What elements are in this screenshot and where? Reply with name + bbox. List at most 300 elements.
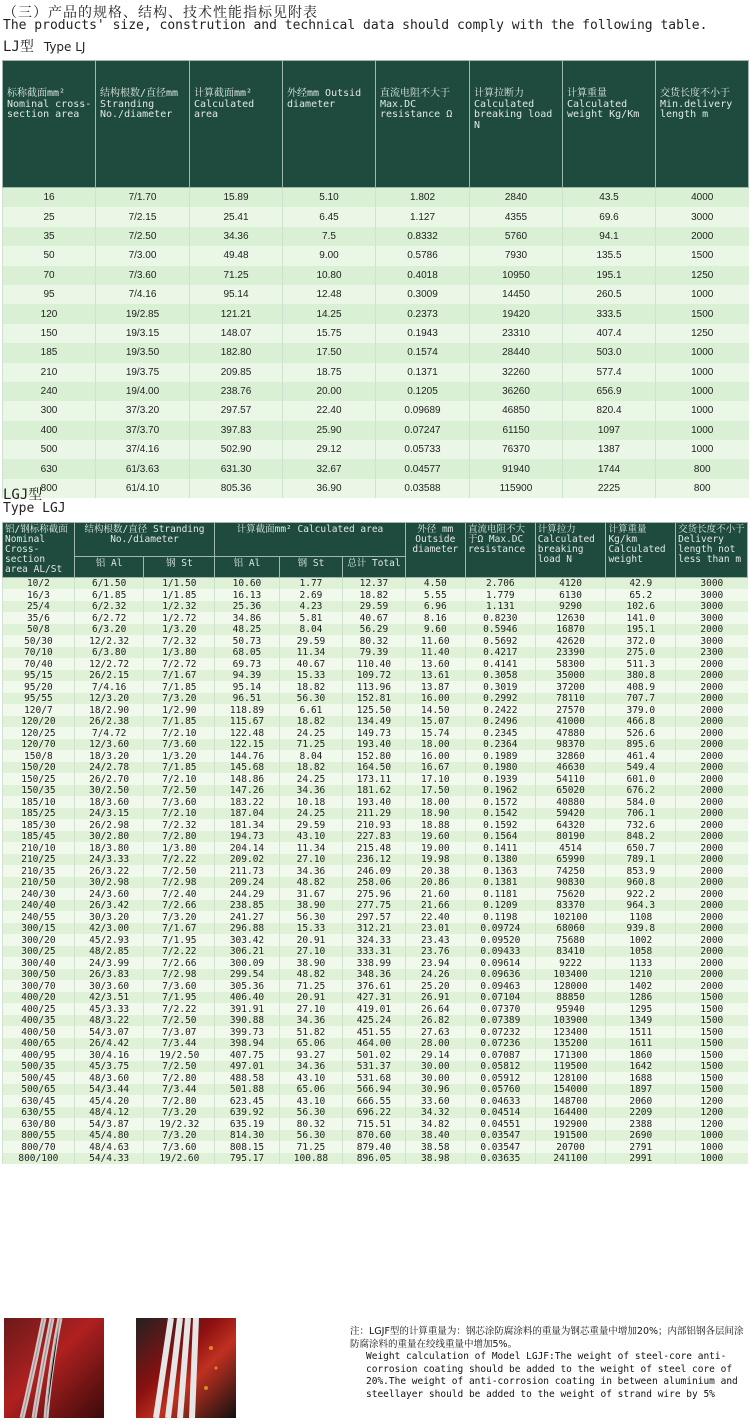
lj-cell: 0.2373: [376, 304, 470, 323]
lgj-cell: 0.3019: [465, 681, 535, 693]
lgj-cell: 0.1989: [465, 750, 535, 762]
lgj-cell: 119500: [535, 1061, 606, 1073]
lgj-cell: 65.2: [606, 589, 676, 601]
lj-cell: 43.5: [563, 188, 656, 208]
lgj-cell: 48/2.85: [74, 946, 144, 958]
lgj-cell: 400/50: [3, 1026, 75, 1038]
lgj-cell: 1897: [606, 1084, 676, 1096]
lgj-cell: 24.25: [279, 773, 342, 785]
lgj-cell: 324.33: [343, 934, 405, 946]
lgj-h-weight: 计算重量 Kg/km Calculated weight: [606, 523, 676, 578]
lgj-cell: 18/3.80: [74, 842, 144, 854]
lgj-cell: 240/55: [3, 911, 75, 923]
lgj-cell: 1200: [676, 1107, 748, 1119]
lgj-cell: 1402: [606, 980, 676, 992]
lgj-cell: 7/3.60: [144, 796, 215, 808]
lgj-cell: 194.73: [215, 831, 280, 843]
lj-cell: 69.6: [563, 207, 656, 226]
lgj-cell: 0.4141: [465, 658, 535, 670]
lgj-cell: 1058: [606, 946, 676, 958]
lgj-cell: 2000: [676, 796, 748, 808]
lgj-cell: 173.11: [343, 773, 405, 785]
lj-cell: 91940: [470, 459, 563, 478]
lgj-cell: 10/2: [3, 577, 75, 589]
lgj-cell: 501.02: [343, 1049, 405, 1061]
lj-cell: 297.57: [190, 401, 283, 420]
lgj-cell: 95/55: [3, 693, 75, 705]
lgj-cell: 152.81: [343, 693, 405, 705]
lgj-cell: 0.5946: [465, 624, 535, 636]
lgj-cell: 24.26: [405, 969, 465, 981]
lgj-cell: 0.2422: [465, 704, 535, 716]
lgj-cell: 54/3.87: [74, 1118, 144, 1130]
lgj-cell: 1/3.80: [144, 647, 215, 659]
lgj-cell: 7/1.67: [144, 670, 215, 682]
lgj-cell: 12/2.72: [74, 658, 144, 670]
lgj-cell: 115.67: [215, 716, 280, 728]
lj-cell: 28440: [470, 343, 563, 362]
lgj-cell: 144.76: [215, 750, 280, 762]
lgj-cell: 406.40: [215, 992, 280, 1004]
lgj-cell: 2000: [676, 957, 748, 969]
lgj-cell: 7/3.20: [144, 693, 215, 705]
lj-cell: 1500: [656, 304, 749, 323]
lgj-cell: 7/3.44: [144, 1038, 215, 1050]
lgj-cell: 12/3.60: [74, 739, 144, 751]
lgj-cell: 71.25: [279, 739, 342, 751]
lgj-cell: 215.48: [343, 842, 405, 854]
lgj-cell: 2000: [676, 762, 748, 774]
lgj-cell: 51.82: [279, 1026, 342, 1038]
title-en: The products' size, constrution and technical data should comply with the following table.: [3, 18, 708, 33]
lgj-row: [3, 762, 748, 774]
lgj-cell: 1/3.20: [144, 624, 215, 636]
lgj-cell: 1500: [676, 1026, 748, 1038]
lj-cell: 120: [3, 304, 96, 323]
lgj-cell: 6/3.20: [74, 624, 144, 636]
lj-cell: 14450: [470, 285, 563, 304]
lj-cell: 19/3.75: [96, 363, 190, 382]
lgj-cell: 40.67: [343, 612, 405, 624]
lgj-cell: 3000: [676, 612, 748, 624]
lgj-cell: 566.94: [343, 1084, 405, 1096]
lj-cell: 0.4018: [376, 266, 470, 285]
lgj-h-calc-al: 铝 Al: [215, 557, 280, 578]
lgj-cell: 18/3.60: [74, 796, 144, 808]
lgj-cell: 300/25: [3, 946, 75, 958]
lgj-cell: 241.27: [215, 911, 280, 923]
lgj-row: [3, 842, 748, 854]
lgj-row: [3, 658, 748, 670]
lgj-cell: 26/2.98: [74, 819, 144, 831]
lgj-cell: 54/3.07: [74, 1026, 144, 1038]
lgj-cell: 19.00: [405, 842, 465, 854]
lgj-cell: 37200: [535, 681, 606, 693]
lgj-cell: 128000: [535, 980, 606, 992]
lj-cell: 1.127: [376, 207, 470, 226]
lj-cell: 0.8332: [376, 227, 470, 246]
lgj-cell: 6.61: [279, 704, 342, 716]
lgj-cell: 808.15: [215, 1141, 280, 1153]
lj-cell: 50: [3, 246, 96, 265]
lgj-cell: 2000: [676, 808, 748, 820]
lj-cell: 37/3.70: [96, 421, 190, 440]
lj-row: [3, 188, 749, 208]
lgj-cell: 38.40: [405, 1130, 465, 1142]
lgj-cell: 1500: [676, 1003, 748, 1015]
lj-cell: 16: [3, 188, 96, 208]
lgj-cell: 0.03547: [465, 1130, 535, 1142]
lj-col-3: 外经mm Outsid diameter: [283, 61, 376, 188]
lgj-h-calc: 计算截面mm² Calculated area: [215, 523, 405, 557]
lgj-cell: 2791: [606, 1141, 676, 1153]
lgj-cell: 451.55: [343, 1026, 405, 1038]
lgj-cell: 300/70: [3, 980, 75, 992]
lgj-cell: 7/3.07: [144, 1026, 215, 1038]
lgj-cell: 0.4217: [465, 647, 535, 659]
lgj-cell: 0.1209: [465, 900, 535, 912]
lj-col-5: 计算拉断力 Calculated breaking load N: [470, 61, 563, 188]
lgj-cell: 183.22: [215, 796, 280, 808]
lgj-cell: 0.1542: [465, 808, 535, 820]
note-en: Weight calculation of Model LGJF:The weight of steel-core anti-corrosion coating should be added to the weight of steel core of 20%.The weight of anti-corrosion coating in between aluminium and steellayer should be added to the weight of strand wire by 5%: [366, 1351, 738, 1400]
lgj-cell: 26/3.83: [74, 969, 144, 981]
lgj-cell: 38.98: [405, 1153, 465, 1165]
lgj-cell: 400/65: [3, 1038, 75, 1050]
lgj-cell: 11.34: [279, 842, 342, 854]
lgj-cell: 814.30: [215, 1130, 280, 1142]
lgj-cell: 26.91: [405, 992, 465, 1004]
lj-cell: 9.00: [283, 246, 376, 265]
lgj-cell: 1/2.32: [144, 601, 215, 613]
lgj-cell: 1688: [606, 1072, 676, 1084]
lgj-cell: 181.62: [343, 785, 405, 797]
lgj-cell: 24/3.33: [74, 854, 144, 866]
lj-row: [3, 227, 749, 246]
lgj-cell: 0.3058: [465, 670, 535, 682]
lj-row: [3, 324, 749, 343]
lgj-cell: 13.60: [405, 658, 465, 670]
lgj-cell: 24/3.60: [74, 888, 144, 900]
lj-cell: 76370: [470, 440, 563, 459]
lgj-cell: 715.51: [343, 1118, 405, 1130]
lgj-cell: 0.1411: [465, 842, 535, 854]
lj-cell: 46850: [470, 401, 563, 420]
lgj-cell: 4.50: [405, 577, 465, 589]
lgj-cell: 7/2.80: [144, 831, 215, 843]
lgj-cell: 50/30: [3, 635, 75, 647]
lgj-cell: 195.1: [606, 624, 676, 636]
lgj-cell: 27.10: [279, 946, 342, 958]
lgj-cell: 6/3.80: [74, 647, 144, 659]
lgj-row: [3, 727, 748, 739]
lgj-row: [3, 934, 748, 946]
lgj-cell: 134.49: [343, 716, 405, 728]
lgj-cell: 0.5692: [465, 635, 535, 647]
lgj-cell: 30/3.60: [74, 980, 144, 992]
lgj-cell: 7/3.20: [144, 911, 215, 923]
lgj-cell: 18/2.90: [74, 704, 144, 716]
lgj-cell: 94.39: [215, 670, 280, 682]
lgj-cell: 0.07087: [465, 1049, 535, 1061]
lj-cell: 20.00: [283, 382, 376, 401]
lgj-cell: 1/1.85: [144, 589, 215, 601]
lgj-cell: 100.88: [279, 1153, 342, 1165]
lgj-cell: 0.09463: [465, 980, 535, 992]
lj-cell: 32260: [470, 363, 563, 382]
lgj-cell: 0.09636: [465, 969, 535, 981]
cable-photo-1: [4, 1318, 104, 1418]
lgj-cell: 630/45: [3, 1095, 75, 1107]
lgj-cell: 240/30: [3, 888, 75, 900]
lgj-cell: 47880: [535, 727, 606, 739]
lgj-cell: 2000: [676, 969, 748, 981]
lj-type-label: [3, 36, 85, 56]
lj-cell: 0.03588: [376, 479, 470, 498]
lgj-cell: 59420: [535, 808, 606, 820]
lj-cell: 61/4.10: [96, 479, 190, 498]
lgj-row: [3, 739, 748, 751]
lj-cell: 800: [3, 479, 96, 498]
lgj-cell: 2.69: [279, 589, 342, 601]
lgj-cell: 2000: [676, 865, 748, 877]
lj-row: [3, 246, 749, 265]
lgj-cell: 696.22: [343, 1107, 405, 1119]
lgj-row: [3, 980, 748, 992]
lj-cell: 1387: [563, 440, 656, 459]
lgj-cell: 241100: [535, 1153, 606, 1165]
lgj-h-section: 铝/钢标称截面 Nominal Cross-section area AL/St: [3, 523, 75, 578]
lgj-cell: 2000: [676, 773, 748, 785]
lj-cell: 1000: [656, 382, 749, 401]
lj-cell: 7930: [470, 246, 563, 265]
lgj-cell: 204.14: [215, 842, 280, 854]
lgj-cell: 191500: [535, 1130, 606, 1142]
lgj-cell: 500/45: [3, 1072, 75, 1084]
lgj-cell: 118.89: [215, 704, 280, 716]
lj-col-6: 计算重量 Calculated weight Kg/Km: [563, 61, 656, 188]
lj-cell: 19/3.15: [96, 324, 190, 343]
lgj-row: [3, 923, 748, 935]
lgj-cell: 150/8: [3, 750, 75, 762]
lgj-cell: 41000: [535, 716, 606, 728]
lgj-cell: 7/2.50: [144, 1015, 215, 1027]
lgj-h-len: 交货长度不小于 Delivery length not less than m: [676, 523, 748, 578]
lgj-cell: 2000: [676, 819, 748, 831]
lgj-cell: 15.07: [405, 716, 465, 728]
lgj-cell: 13.87: [405, 681, 465, 693]
lj-cell: 3000: [656, 207, 749, 226]
lgj-row: [3, 1107, 748, 1119]
lgj-cell: 461.4: [606, 750, 676, 762]
lgj-cell: 922.2: [606, 888, 676, 900]
lgj-cell: 0.2345: [465, 727, 535, 739]
lj-cell: 148.07: [190, 324, 283, 343]
lgj-cell: 71.25: [279, 980, 342, 992]
lgj-cell: 38.90: [279, 900, 342, 912]
lj-cell: 400: [3, 421, 96, 440]
lgj-cell: 939.8: [606, 923, 676, 935]
lgj-cell: 9222: [535, 957, 606, 969]
lj-cell: 503.0: [563, 343, 656, 362]
lgj-row: [3, 693, 748, 705]
lgj-cell: 584.0: [606, 796, 676, 808]
lgj-cell: 171300: [535, 1049, 606, 1061]
lgj-cell: 0.8230: [465, 612, 535, 624]
lgj-cell: 125.50: [343, 704, 405, 716]
lgj-cell: 238.85: [215, 900, 280, 912]
lgj-cell: 299.54: [215, 969, 280, 981]
lgj-cell: 1.77: [279, 577, 342, 589]
lgj-cell: 0.1198: [465, 911, 535, 923]
lgj-row: [3, 992, 748, 1004]
lgj-cell: 707.7: [606, 693, 676, 705]
lgj-cell: 227.83: [343, 831, 405, 843]
lgj-cell: 379.0: [606, 704, 676, 716]
lj-cell: 25.41: [190, 207, 283, 226]
lgj-cell: 1/3.20: [144, 750, 215, 762]
lj-cell: 7/3.60: [96, 266, 190, 285]
lgj-cell: 400/95: [3, 1049, 75, 1061]
lgj-cell: 29.14: [405, 1049, 465, 1061]
lgj-cell: 7/1.85: [144, 762, 215, 774]
lj-label: LJ型: [3, 39, 34, 55]
lgj-h-stranding: 结构根数/直径 Stranding No./diameter: [74, 523, 214, 557]
lgj-cell: 7/1.67: [144, 923, 215, 935]
lgj-cell: 2.706: [465, 577, 535, 589]
lgj-cell: 6/1.85: [74, 589, 144, 601]
lgj-cell: 11.34: [279, 647, 342, 659]
lgj-cell: 2000: [676, 831, 748, 843]
lgj-cell: 80.32: [343, 635, 405, 647]
lgj-h-break: 计算拉力 Calculated breaking load N: [535, 523, 606, 578]
lj-col-1: 结构根数/直径mm Stranding No./diameter: [96, 61, 190, 188]
lgj-cell: 7/2.80: [144, 1072, 215, 1084]
lj-cell: 500: [3, 440, 96, 459]
lj-cell: 115900: [470, 479, 563, 498]
lgj-cell: 38.90: [279, 957, 342, 969]
lj-cell: 19/4.00: [96, 382, 190, 401]
lgj-cell: 40.67: [279, 658, 342, 670]
lgj-cell: 34.36: [279, 785, 342, 797]
lgj-cell: 895.6: [606, 739, 676, 751]
lgj-row: [3, 1038, 748, 1050]
lgj-cell: 3000: [676, 577, 748, 589]
lgj-cell: 1/2.72: [144, 612, 215, 624]
lgj-cell: 1500: [676, 1061, 748, 1073]
lgj-cell: 964.3: [606, 900, 676, 912]
lgj-cell: 96.51: [215, 693, 280, 705]
lgj-cell: 102100: [535, 911, 606, 923]
lgj-cell: 400/25: [3, 1003, 75, 1015]
lj-table: [2, 60, 749, 498]
lgj-cell: 7/2.10: [144, 808, 215, 820]
lgj-cell: 30/2.80: [74, 831, 144, 843]
lgj-cell: 7/2.10: [144, 727, 215, 739]
lgj-cell: 24/3.99: [74, 957, 144, 969]
lgj-row: [3, 1015, 748, 1027]
lj-cell: 800: [656, 459, 749, 478]
lgj-cell: 210/10: [3, 842, 75, 854]
lgj-cell: 120/70: [3, 739, 75, 751]
lj-cell: 209.85: [190, 363, 283, 382]
lgj-cell: 2000: [676, 934, 748, 946]
lgj-cell: 7/2.50: [144, 865, 215, 877]
weight-note: [350, 1326, 746, 1401]
lj-row: [3, 304, 749, 323]
lj-cell: 0.1371: [376, 363, 470, 382]
lgj-cell: 30/3.20: [74, 911, 144, 923]
lgj-cell: 210/35: [3, 865, 75, 877]
lgj-cell: 1511: [606, 1026, 676, 1038]
lgj-cell: 95/15: [3, 670, 75, 682]
lgj-cell: 2000: [676, 739, 748, 751]
lgj-cell: 95.14: [215, 681, 280, 693]
lj-cell: 0.1205: [376, 382, 470, 401]
lgj-cell: 1295: [606, 1003, 676, 1015]
lgj-cell: 7/4.72: [74, 727, 144, 739]
lgj-cell: 30.96: [405, 1084, 465, 1096]
lgj-cell: 1349: [606, 1015, 676, 1027]
lgj-cell: 391.91: [215, 1003, 280, 1015]
lj-row: [3, 459, 749, 478]
lgj-cell: 43.10: [279, 831, 342, 843]
lgj-cell: 0.1962: [465, 785, 535, 797]
lj-cell: 1250: [656, 324, 749, 343]
lgj-cell: 75680: [535, 934, 606, 946]
lgj-cell: 148700: [535, 1095, 606, 1107]
lgj-cell: 501.88: [215, 1084, 280, 1096]
lgj-cell: 70/40: [3, 658, 75, 670]
lgj-cell: 103900: [535, 1015, 606, 1027]
lgj-cell: 399.73: [215, 1026, 280, 1038]
lj-row: [3, 343, 749, 362]
lgj-row: [3, 1095, 748, 1107]
lgj-cell: 58300: [535, 658, 606, 670]
lj-cell: 0.09689: [376, 401, 470, 420]
lgj-row: [3, 1026, 748, 1038]
lgj-row: [3, 647, 748, 659]
lgj-cell: 10.18: [279, 796, 342, 808]
lgj-cell: 18.88: [405, 819, 465, 831]
lj-cell: 0.05733: [376, 440, 470, 459]
lgj-cell: 1/3.80: [144, 842, 215, 854]
lgj-cell: 7/2.98: [144, 877, 215, 889]
lj-cell: 15.89: [190, 188, 283, 208]
lgj-cell: 348.36: [343, 969, 405, 981]
lj-cell: 397.83: [190, 421, 283, 440]
lj-cell: 18.75: [283, 363, 376, 382]
lj-cell: 805.36: [190, 479, 283, 498]
lgj-cell: 78110: [535, 693, 606, 705]
lgj-cell: 56.30: [279, 1107, 342, 1119]
lgj-cell: 34.32: [405, 1107, 465, 1119]
lgj-row: [3, 589, 748, 601]
lgj-cell: 0.09724: [465, 923, 535, 935]
lj-cell: 0.1574: [376, 343, 470, 362]
lgj-cell: 549.4: [606, 762, 676, 774]
lgj-cell: 297.57: [343, 911, 405, 923]
lgj-cell: 244.29: [215, 888, 280, 900]
lgj-cell: 0.1572: [465, 796, 535, 808]
lgj-cell: 630/55: [3, 1107, 75, 1119]
lgj-cell: 1200: [676, 1095, 748, 1107]
lgj-cell: 54/4.33: [74, 1153, 144, 1165]
lgj-row: [3, 969, 748, 981]
lgj-cell: 19/2.32: [144, 1118, 215, 1130]
lgj-cell: 20.91: [279, 934, 342, 946]
lgj-h-od: 外径 mm Outside diameter: [405, 523, 465, 578]
